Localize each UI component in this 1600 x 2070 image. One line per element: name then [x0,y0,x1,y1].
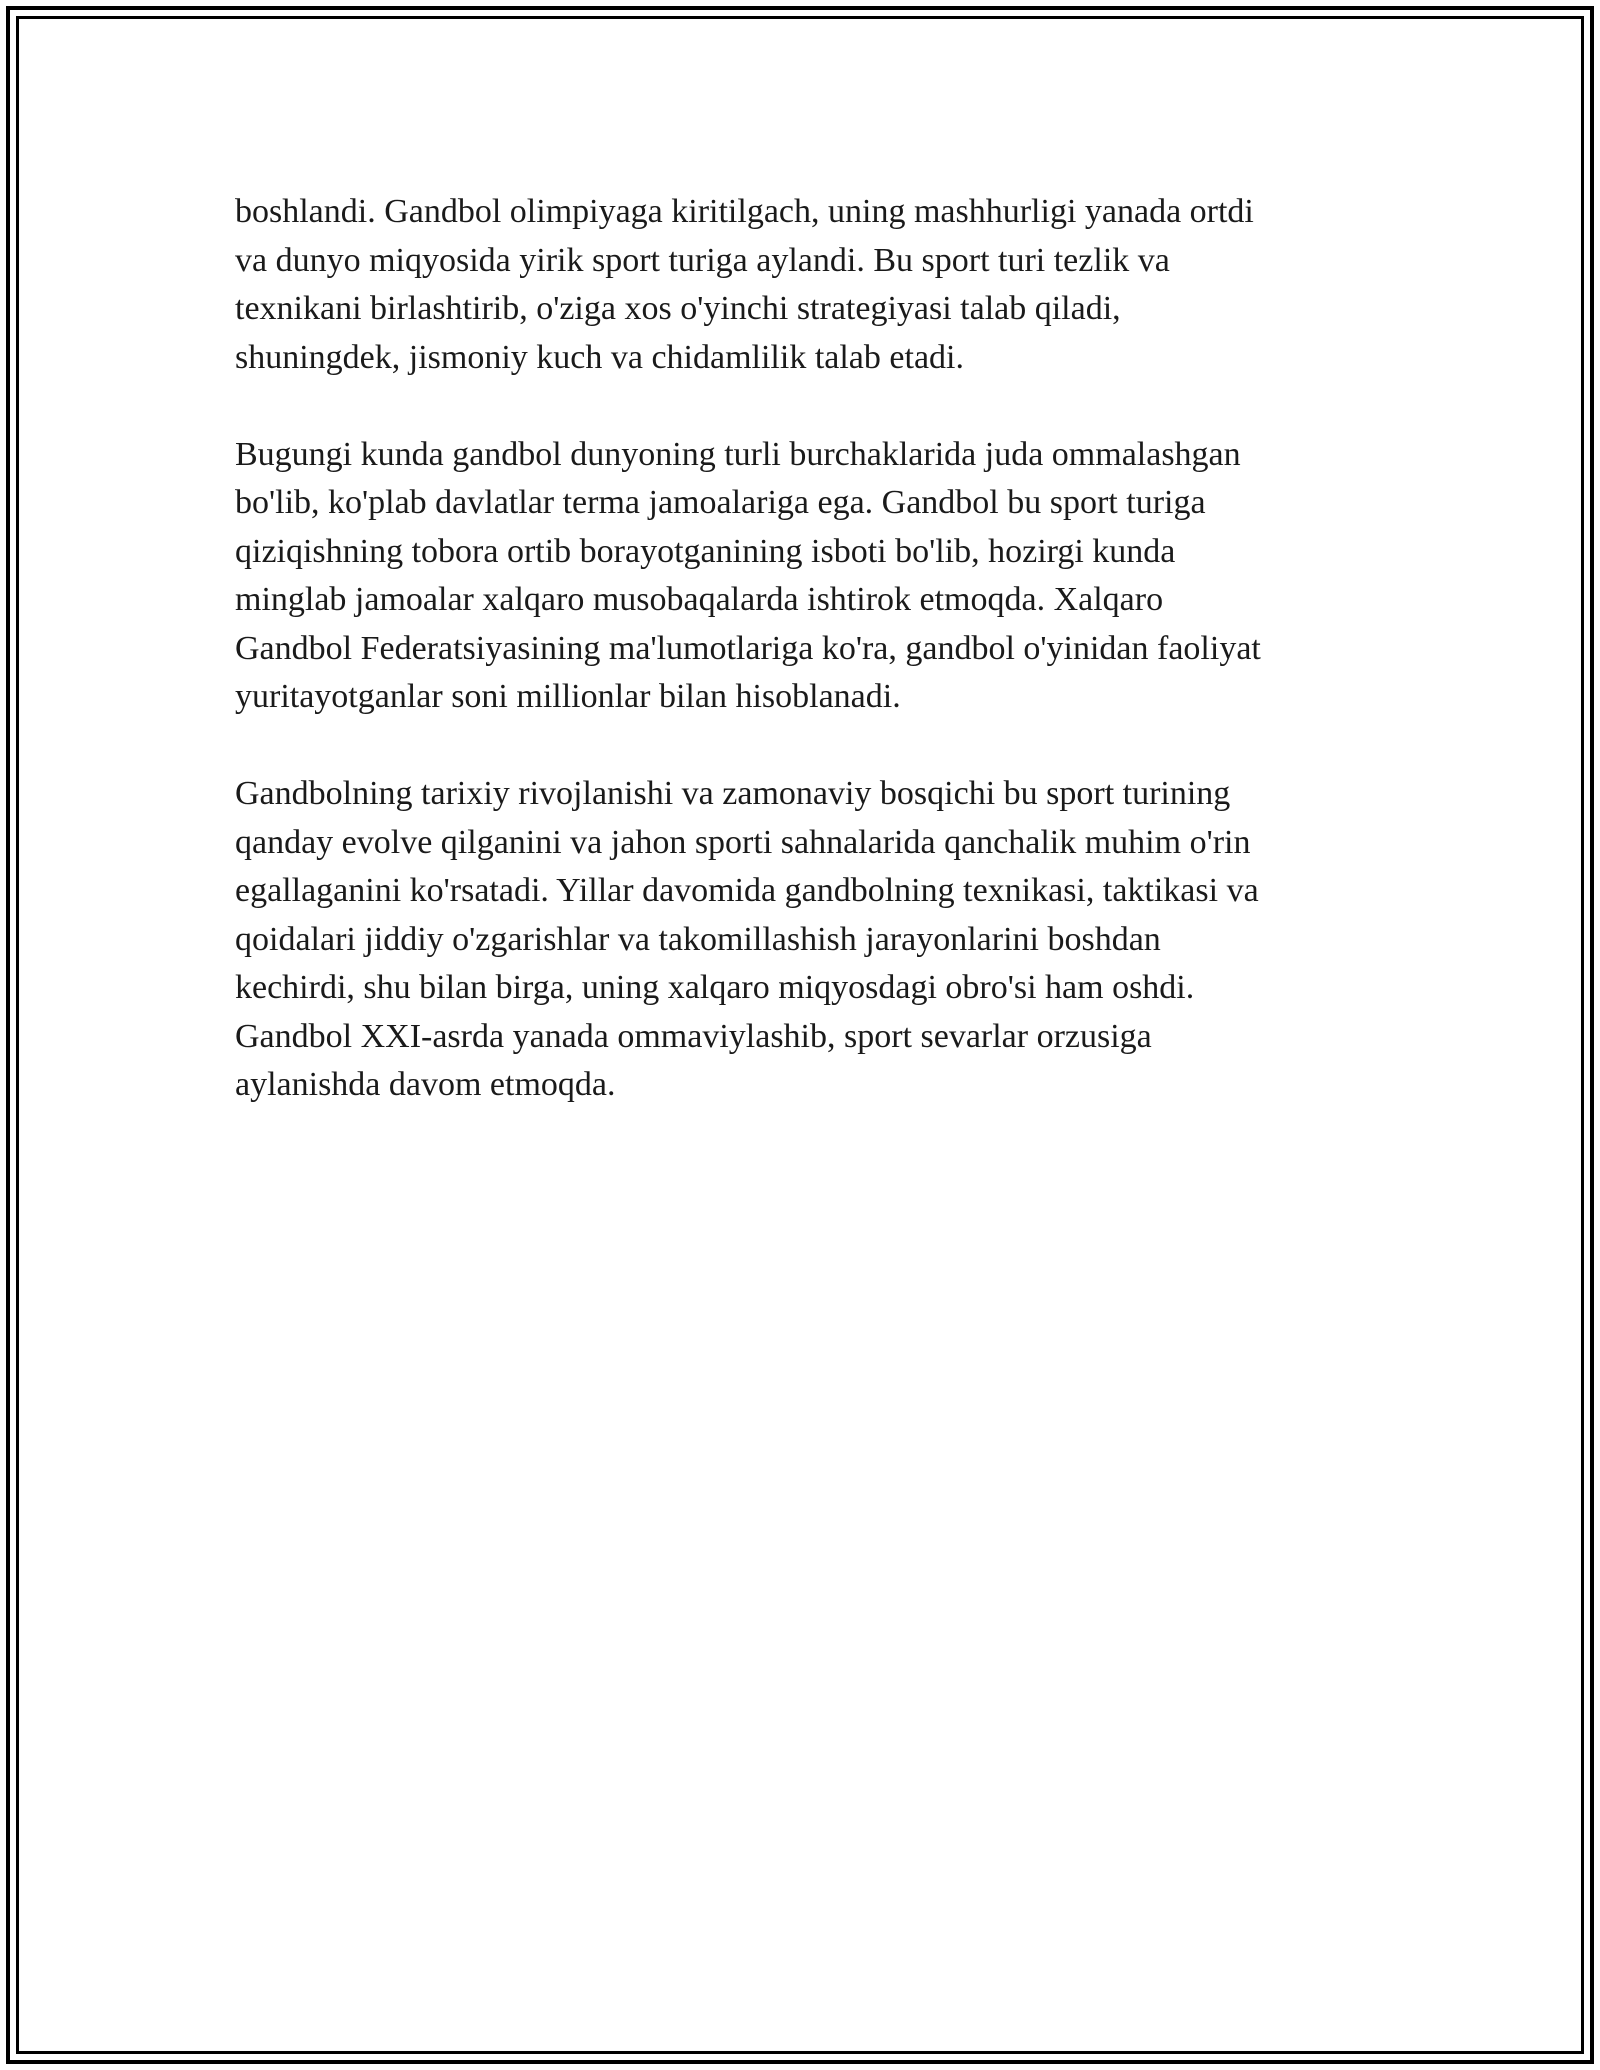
paragraph-3: Gandbolning tarixiy rivojlanishi va zamonaviy bosqichi bu sport turining qanday evolve qilganini va jahon sporti sahnalarida qanchalik muhim o'rin egallaganini ko'rsatadi. Yillar davomida gandbolning texnikasi, taktikasi va qoidalari jiddiy o'zgarishlar va takomillashish jarayonlarini boshdan kechirdi, shu bilan birga, uning xalqaro miqyosdagi obro'si ham oshdi. Gandbol XXI-asrda yanada ommaviylashib, sport sevarlar orzusiga aylanishda davom etmoqda. [235,775,1259,1103]
document-body [235,188,1375,1158]
paragraph-2: Bugungi kunda gandbol dunyoning turli burchaklarida juda ommalashgan bo'lib, ko'plab davlatlar terma jamoalariga ega. Gandbol bu sport turiga qiziqishning tobora ortib borayotganining isboti bo'lib, hozirgi kunda minglab jamoalar xalqaro musobaqalarda ishtirok etmoqda. Xalqaro Gandbol Federatsiyasining ma'lumotlariga ko'ra, gandbol o'yinidan faoliyat yuritayotganlar soni millionlar bilan hisoblanadi. [235,435,1261,715]
paragraph-1: boshlandi. Gandbol olimpiyaga kiritilgach, uning mashhurligi yanada ortdi va dunyo miqyosida yirik sport turiga aylandi. Bu sport turi tezlik va texnikani birlashtirib, o'ziga xos o'yinchi strategiyasi talab qiladi, shuningdek, jismoniy kuch va chidamlilik talab etadi. [235,193,1254,376]
